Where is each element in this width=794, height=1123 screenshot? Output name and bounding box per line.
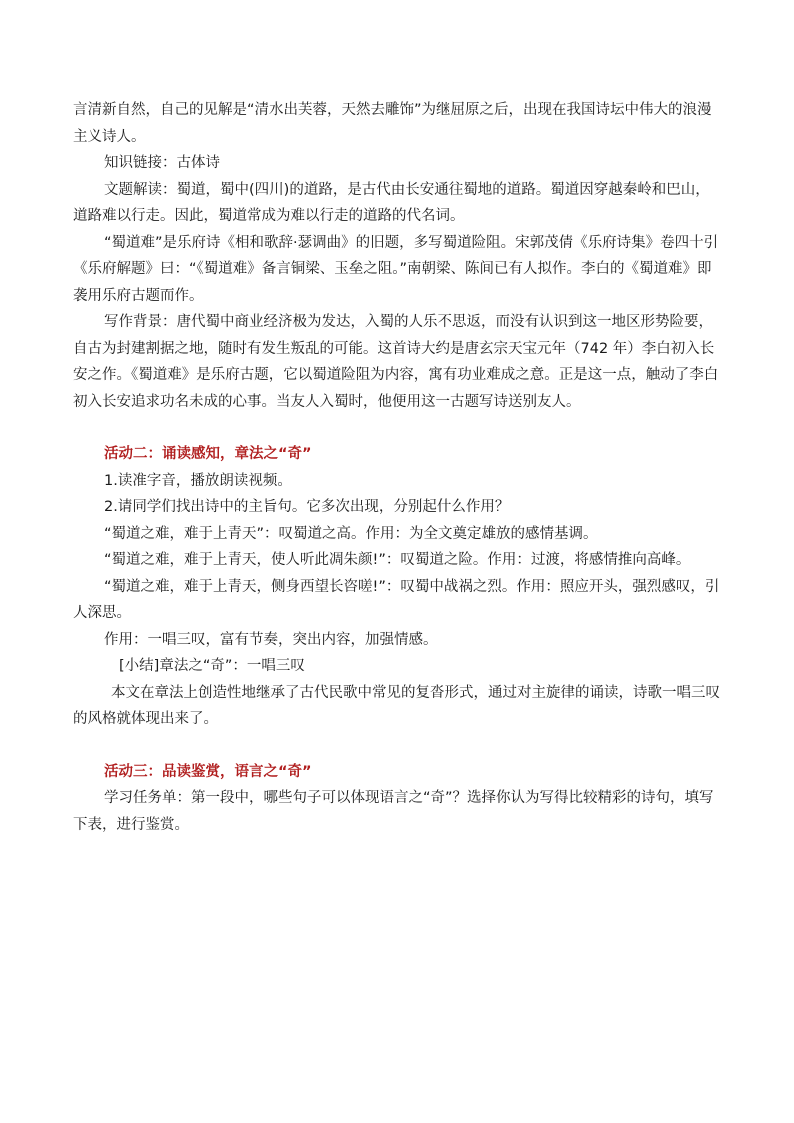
activity2-heading: 活动二：诵读感知，章法之“奇” (104, 446, 312, 462)
activity3-task: 学习任务单：第一段中，哪些句子可以体现语言之“奇”？选择你认为写得比较精彩的诗句，填写下表，进行鉴赏。 (73, 790, 714, 833)
knowledge-link: 知识链接：古体诗 (104, 155, 220, 171)
activity2-line-b: “蜀道之难，难于上青天，使人听此凋朱颜!”：叹蜀道之险。作用：过渡，将感情推向高峰。 (104, 552, 691, 568)
activity2-line-c: “蜀道之难，难于上青天，侧身西望长咨嗟!”：叹蜀中战祸之烈。作用：照应开头，强烈感叹，引人深思。 (73, 578, 720, 621)
activity2-item1: 1.读准字音，播放朗读视频。 (104, 472, 292, 489)
activity2-line-a: “蜀道之难，难于上青天”：叹蜀道之高。作用：为全文奠定雄放的感情基调。 (104, 525, 598, 542)
activity2-item2: 2.请同学们找出诗中的主旨句。它多次出现，分别起什么作用？ (104, 499, 510, 515)
activity2-effect: 作用：一唱三叹，富有节奏，突出内容，加强情感。 (104, 631, 438, 648)
yuefu-paragraph: “蜀道难”是乐府诗《相和歌辞·瑟调曲》的旧题，多写蜀道险阻。宋郭茂倩《乐府诗集》卷四十引《乐府解题》曰：“《蜀道难》备言铜梁、玉垒之阻。”南朝梁、陈间已有人拟作。李白的《蜀道难》即袭用乐府古题而作。 (73, 234, 719, 304)
document-body (73, 97, 721, 838)
activity2-summary-text: 本文在章法上创造性地继承了古代民歌中常见的复沓形式，通过对主旋律的诵读，诗歌一唱三叹的风格就体现出来了。 (73, 684, 720, 727)
title-explanation: 文题解读：蜀道，蜀中(四川)的道路，是古代由长安通往蜀地的道路。蜀道因穿越秦岭和巴山，道路难以行走。因此，蜀道常成为难以行走的道路的代名词。 (73, 181, 710, 224)
activity3-heading: 活动三：品读鉴赏，语言之“奇” (104, 763, 312, 780)
activity2-summary: [小结]章法之“奇”：一唱三叹 (119, 658, 305, 674)
intro-paragraph: 言清新自然，自己的见解是“清水出芙蓉，天然去雕饰”为继屈原之后，出现在我国诗坛中伟大的浪漫主义诗人。 (73, 102, 712, 145)
background-paragraph: 写作背景：唐代蜀中商业经济极为发达，入蜀的人乐不思返，而没有认识到这一地区形势险要，自古为封建割据之地，随时有发生叛乱的可能。这首诗大约是唐玄宗天宝元年（742 年）李白初入长安之作。《蜀道难》是乐府古题，它以蜀道险阻为内容，寓有功业难成之意。正是这一点，触动了李白初入长安追求功名未成的心事。当友人入蜀时，他便用这一古题写诗送别友人。 (73, 314, 719, 410)
